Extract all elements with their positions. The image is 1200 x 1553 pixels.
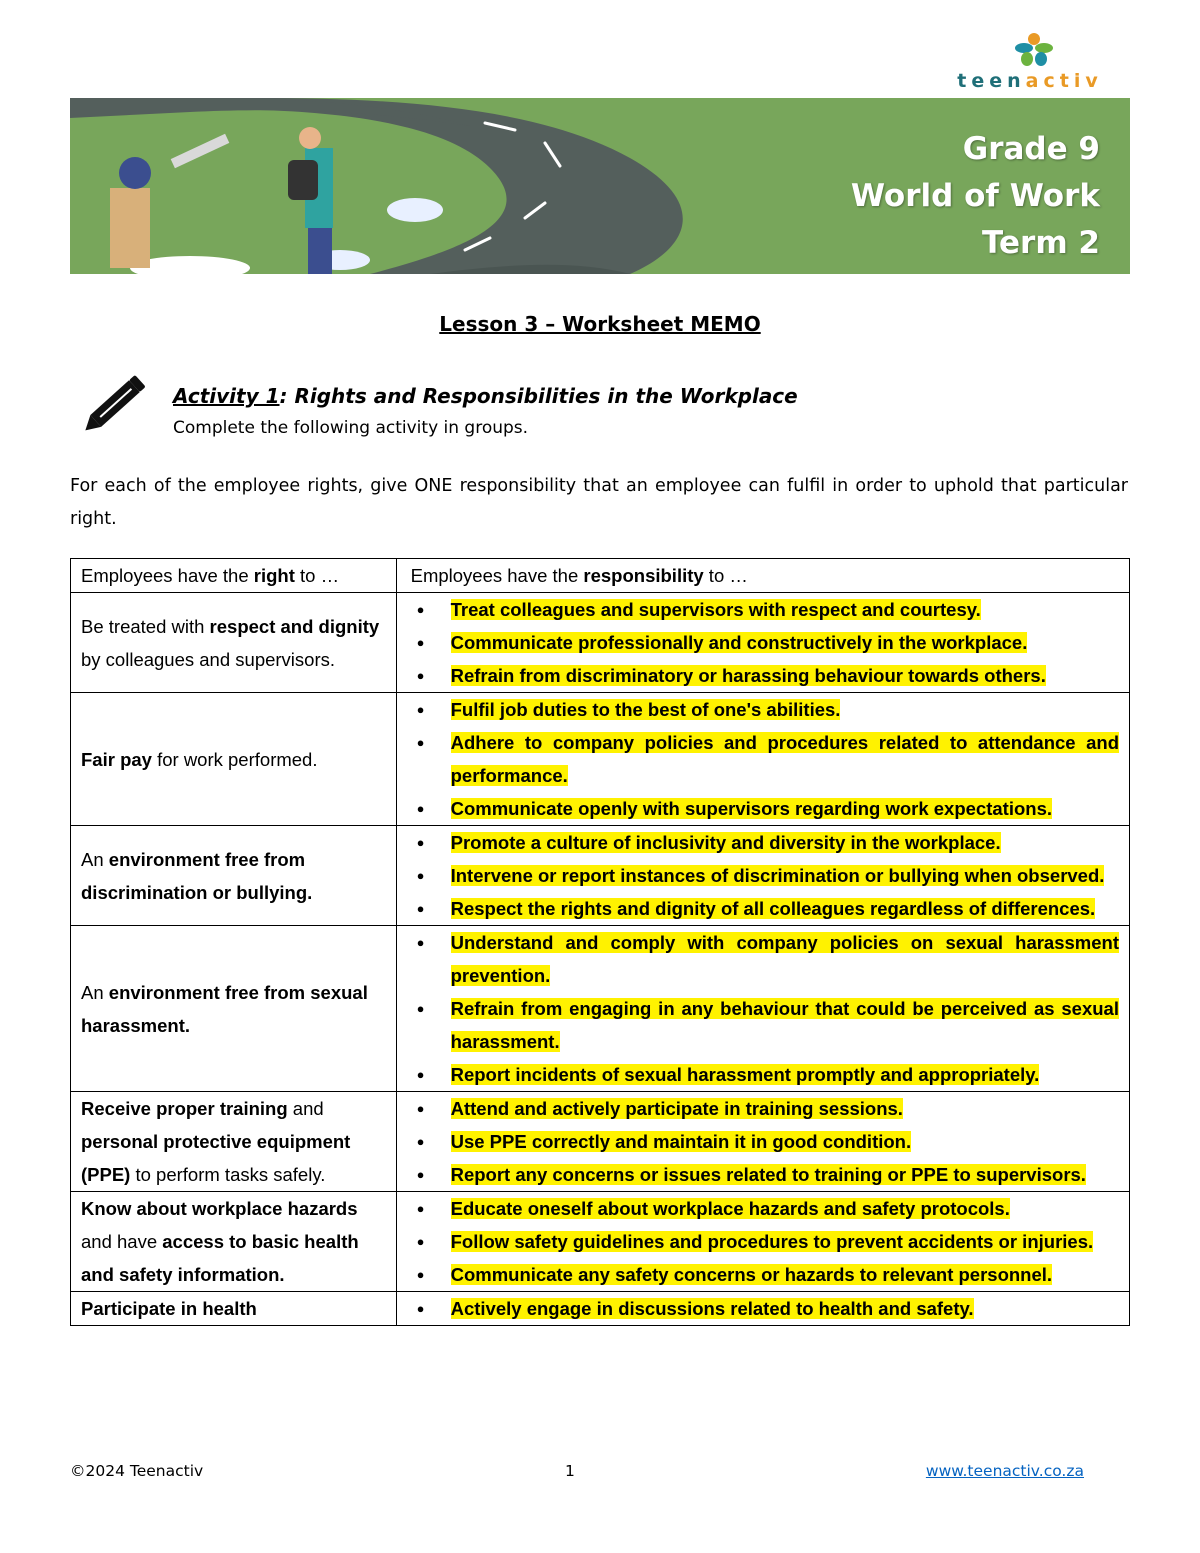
banner-term: Term 2 (981, 225, 1100, 261)
list-item: ● Refrain from discriminatory or harassing behaviour towards others. (411, 659, 1119, 692)
activity-subtitle: Complete the following activity in groups. (173, 418, 529, 438)
header-rights: Employees have the right to … (71, 559, 397, 593)
list-item: ● Follow safety guidelines and procedures to prevent accidents or injuries. (411, 1225, 1119, 1258)
header-responsibilities: Employees have the responsibility to … (396, 559, 1129, 593)
right-cell: Be treated with respect and dignity by colleagues and supervisors. (71, 593, 397, 693)
responsibility-cell (396, 693, 1129, 826)
activity-heading (173, 384, 798, 408)
list-item: ● Adhere to company policies and procedures related to attendance and performance. (411, 726, 1119, 792)
table-row (71, 1292, 1130, 1326)
responsibility-cell (396, 1292, 1129, 1326)
responsibility-cell (396, 826, 1129, 926)
list-item: ● Communicate professionally and constructively in the workplace. (411, 626, 1119, 659)
list-item: ● Actively engage in discussions related to health and safety. (411, 1292, 1119, 1325)
list-item: ● Refrain from engaging in any behaviour that could be perceived as sexual harassment. (411, 992, 1119, 1058)
right-cell: An environment free from sexual harassment. (71, 926, 397, 1092)
table-row (71, 826, 1130, 926)
list-item: ● Communicate openly with supervisors regarding work expectations. (411, 792, 1119, 825)
right-cell: Fair pay for work performed. (71, 693, 397, 826)
list-item: ● Promote a culture of inclusivity and diversity in the workplace. (411, 826, 1119, 859)
list-item: ● Report incidents of sexual harassment promptly and appropriately. (411, 1058, 1119, 1091)
right-cell: Participate in health (71, 1292, 397, 1326)
activity-title: : Rights and Responsibilities in the Workplace (279, 384, 798, 408)
table-row (71, 593, 1130, 693)
page-number: 1 (565, 1462, 575, 1480)
table-row (71, 1092, 1130, 1192)
list-item: ● Attend and actively participate in training sessions. (411, 1092, 1119, 1125)
activity-label: Activity 1 (173, 384, 280, 408)
list-item: ● Communicate any safety concerns or hazards to relevant personnel. (411, 1258, 1119, 1291)
banner-grade: Grade 9 (962, 131, 1100, 167)
responsibility-cell (396, 926, 1129, 1092)
table-row (71, 1192, 1130, 1292)
list-item: ● Report any concerns or issues related to training or PPE to supervisors. (411, 1158, 1119, 1191)
banner-title (851, 126, 1100, 267)
website-link[interactable]: www.teenactiv.co.za (925, 1462, 1084, 1480)
responsibility-cell (396, 1192, 1129, 1292)
list-item: ● Intervene or report instances of discrimination or bullying when observed. (411, 859, 1119, 892)
right-cell: Know about workplace hazards and have access to basic health and safety information. (71, 1192, 397, 1292)
right-cell: An environment free from discrimination or bullying. (71, 826, 397, 926)
table-row (71, 926, 1130, 1092)
banner-subject: World of Work (850, 178, 1100, 214)
teenactiv-logo (950, 32, 1110, 96)
lesson-title: Lesson 3 – Worksheet MEMO (439, 312, 761, 336)
responsibility-cell (396, 1092, 1129, 1192)
copyright-text: ©2024 Teenactiv (70, 1462, 204, 1480)
list-item: ● Understand and comply with company policies on sexual harassment prevention. (411, 926, 1119, 992)
list-item: ● Educate oneself about workplace hazards and safety protocols. (411, 1192, 1119, 1225)
list-item: ● Fulfil job duties to the best of one's abilities. (411, 693, 1119, 726)
table-header-row (71, 559, 1130, 593)
table-row (71, 693, 1130, 826)
list-item: ● Use PPE correctly and maintain it in good condition. (411, 1125, 1119, 1158)
right-cell: Receive proper training and personal protective equipment (PPE) to perform tasks safely. (71, 1092, 397, 1192)
pencil-icon (76, 368, 154, 442)
responsibility-cell (396, 593, 1129, 693)
list-item: ● Respect the rights and dignity of all colleagues regardless of differences. (411, 892, 1119, 925)
rights-responsibilities-table (70, 558, 1130, 1326)
logo-wordmark: teenactiv (957, 70, 1103, 92)
header-banner (70, 98, 1130, 274)
flower-logo-icon (1014, 32, 1054, 68)
instructions: For each of the employee rights, give ONE responsibility that an employee can fulfil in order to uphold that particular right. (70, 476, 1128, 529)
list-item: ● Treat colleagues and supervisors with respect and courtesy. (411, 593, 1119, 626)
